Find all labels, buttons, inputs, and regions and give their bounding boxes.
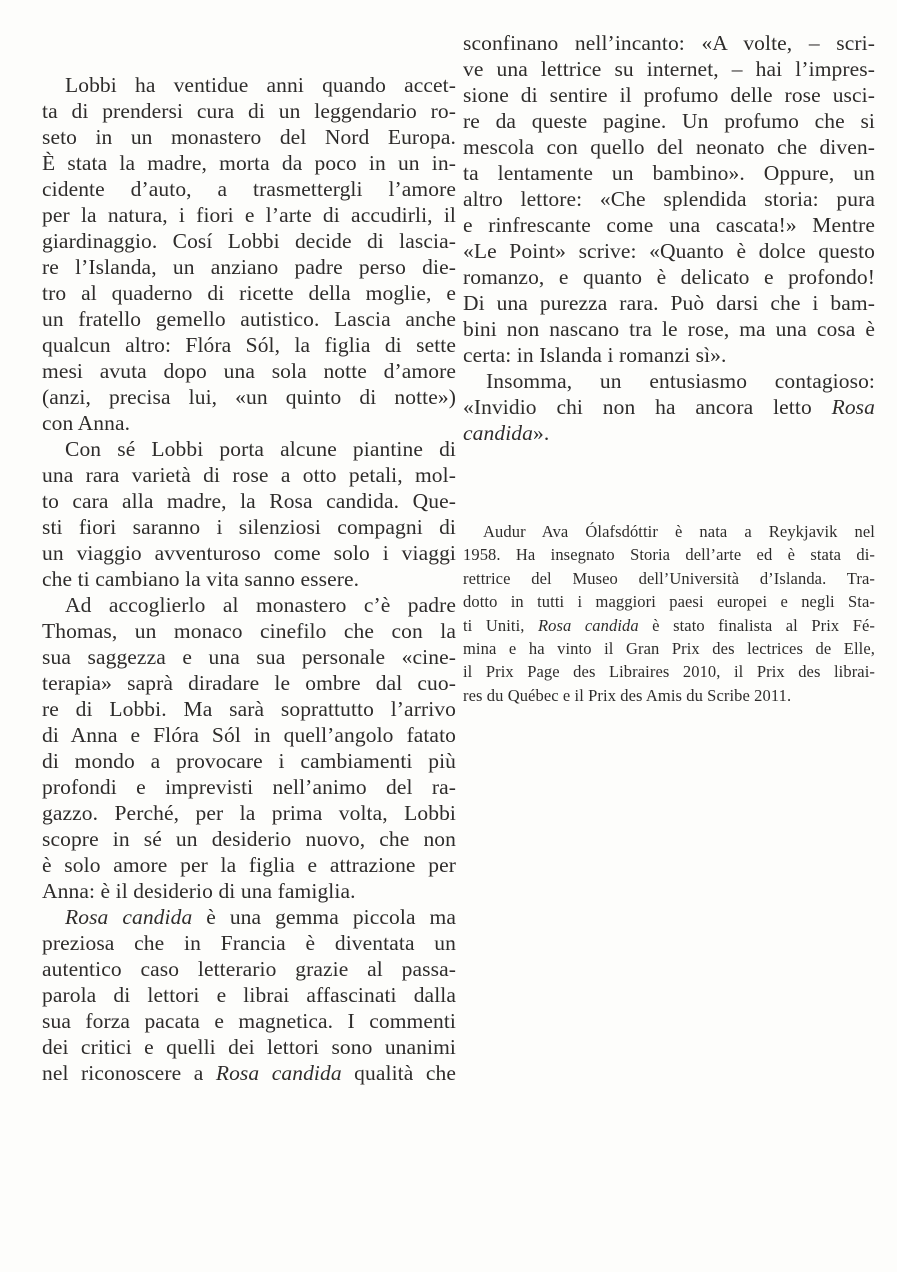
text-fragment: è una gemma piccola ma — [192, 905, 457, 929]
text-line: certa: in Islanda i romanzi sì». — [463, 343, 727, 367]
text-line: un viaggio avventuroso come solo i viaggi — [42, 541, 456, 565]
text-line: una rara varietà di rose a otto petali, mol- — [42, 463, 456, 487]
text-fragment: ti Uniti, — [463, 615, 538, 635]
text-line: e rinfrescante come una cascata!» Mentre — [463, 213, 875, 237]
text-line — [42, 1060, 456, 1086]
text-fragment: ». — [532, 421, 550, 445]
text-line: rettrice del Museo dell’Università d’Islanda. Tra- — [463, 568, 875, 588]
book-title-italic: Rosa candida — [537, 615, 639, 635]
text-fragment: è stato finalista al Prix Fé- — [638, 615, 875, 635]
text-fragment: qualità che — [341, 1061, 457, 1085]
text-line — [463, 420, 875, 446]
book-title-italic: Rosa candida — [215, 1061, 342, 1085]
text-line: to cara alla madre, la Rosa candida. Que- — [42, 489, 456, 513]
text-line: tro al quaderno di ricette della moglie, e — [42, 281, 456, 305]
text-fragment: nel riconoscere a — [42, 1061, 216, 1085]
text-line: Ad accoglierlo al monastero c’è padre — [65, 593, 456, 617]
text-line: romanzo, e quanto è delicato e profondo! — [463, 265, 875, 289]
text-line: bini non nascano tra le rose, ma una cosa è — [463, 317, 875, 341]
book-title-italic: Rosa — [831, 395, 875, 419]
text-line: dotto in tutti i maggiori paesi europei e negli Sta- — [463, 592, 875, 612]
text-line: sti fiori saranno i silenziosi compagni di — [42, 515, 456, 539]
text-line: sione di sentire il profumo delle rose usci- — [463, 83, 875, 107]
text-line: ta di prendersi cura di un leggendario ro- — [42, 99, 456, 123]
text-line: Anna: è il desiderio di una famiglia. — [42, 879, 356, 903]
text-line — [42, 904, 456, 930]
text-line: mescola con quello del neonato che diven- — [463, 135, 875, 159]
text-line: di Anna e Flóra Sól in quell’angolo fatato — [42, 723, 456, 747]
text-line: è solo amore per la figlia e attrazione per — [42, 853, 456, 877]
text-line: re l’Islanda, un anziano padre perso die- — [42, 255, 456, 279]
text-line: che ti cambiano la vita sanno essere. — [42, 567, 360, 591]
text-line: res du Québec e il Prix des Amis du Scribe 2011. — [463, 685, 792, 705]
text-fragment: «Invidio chi non ha ancora letto — [463, 395, 832, 419]
text-line: ve una lettrice su internet, – hai l’impres- — [463, 57, 875, 81]
text-line: 1958. Ha insegnato Storia dell’arte ed è stata di- — [463, 545, 875, 565]
text-line: «Le Point» scrive: «Quanto è dolce questo — [463, 239, 875, 263]
text-line: sconfinano nell’incanto: «A volte, – scri- — [463, 31, 875, 55]
left-column-synopsis — [42, 72, 456, 1086]
text-line: Lobbi ha ventidue anni quando accet- — [65, 73, 456, 97]
text-line — [463, 394, 875, 420]
text-line: ta lentamente un bambino». Oppure, un — [463, 161, 875, 185]
text-line: per la natura, i fiori e l’arte di accudirli, il — [42, 203, 456, 227]
text-line: re da queste pagine. Un profumo che si — [463, 109, 875, 133]
text-line: Insomma, un entusiasmo contagioso: — [486, 369, 875, 393]
text-line — [463, 614, 875, 637]
text-line: mesi avuta dopo una sola notte d’amore — [42, 359, 456, 383]
text-line: parola di lettori e librai affascinati dalla — [42, 983, 456, 1007]
text-line: altro lettore: «Che splendida storia: pura — [463, 187, 875, 211]
text-line: seto in un monastero del Nord Europa. — [42, 125, 456, 149]
text-line: giardinaggio. Cosí Lobbi decide di lascia- — [42, 229, 456, 253]
text-line: profondi e imprevisti nell’animo del ra- — [42, 775, 456, 799]
right-column-reviews — [463, 30, 875, 446]
text-line: Audur Ava Ólafsdóttir è nata a Reykjavik nel — [483, 522, 875, 541]
text-line: gazzo. Perché, per la prima volta, Lobbi — [42, 801, 456, 825]
text-line: preziosa che in Francia è diventata un — [42, 931, 456, 955]
author-bio-note — [463, 520, 875, 707]
text-line: re di Lobbi. Ma sarà soprattutto l’arrivo — [42, 697, 456, 721]
text-line: scopre in sé un desiderio nuovo, che non — [42, 827, 456, 851]
text-line: (anzi, precisa lui, «un quinto di notte») — [42, 385, 456, 409]
text-line: sua saggezza e una sua personale «cine- — [42, 645, 456, 669]
text-line: il Prix Page des Libraires 2010, il Prix des librai- — [463, 662, 875, 682]
text-line: Di una purezza rara. Può darsi che i bam- — [463, 291, 875, 315]
text-line: È stata la madre, morta da poco in un in- — [42, 151, 456, 175]
text-line: di mondo a provocare i cambiamenti più — [42, 749, 456, 773]
book-title-italic: candida — [463, 421, 533, 445]
text-line: un fratello gemello autistico. Lascia anche — [42, 307, 456, 331]
text-line: con Anna. — [42, 411, 131, 435]
text-line: Con sé Lobbi porta alcune piantine di — [65, 437, 456, 461]
text-line: sua forza pacata e magnetica. I commenti — [42, 1009, 456, 1033]
text-line: terapia» saprà diradare le ombre dal cuo- — [42, 671, 456, 695]
text-line: autentico caso letterario grazie al passa- — [42, 957, 456, 981]
text-line: dei critici e quelli dei lettori sono unanimi — [42, 1035, 456, 1059]
text-line: mina e ha vinto il Gran Prix des lectrices de Elle, — [463, 638, 875, 658]
book-title-italic: Rosa candida — [65, 905, 193, 929]
text-line: cidente d’auto, a trasmettergli l’amore — [42, 177, 456, 201]
text-line: Thomas, un monaco cinefilo che con la — [42, 619, 456, 643]
text-line: qualcun altro: Flóra Sól, la figlia di sette — [42, 333, 456, 357]
